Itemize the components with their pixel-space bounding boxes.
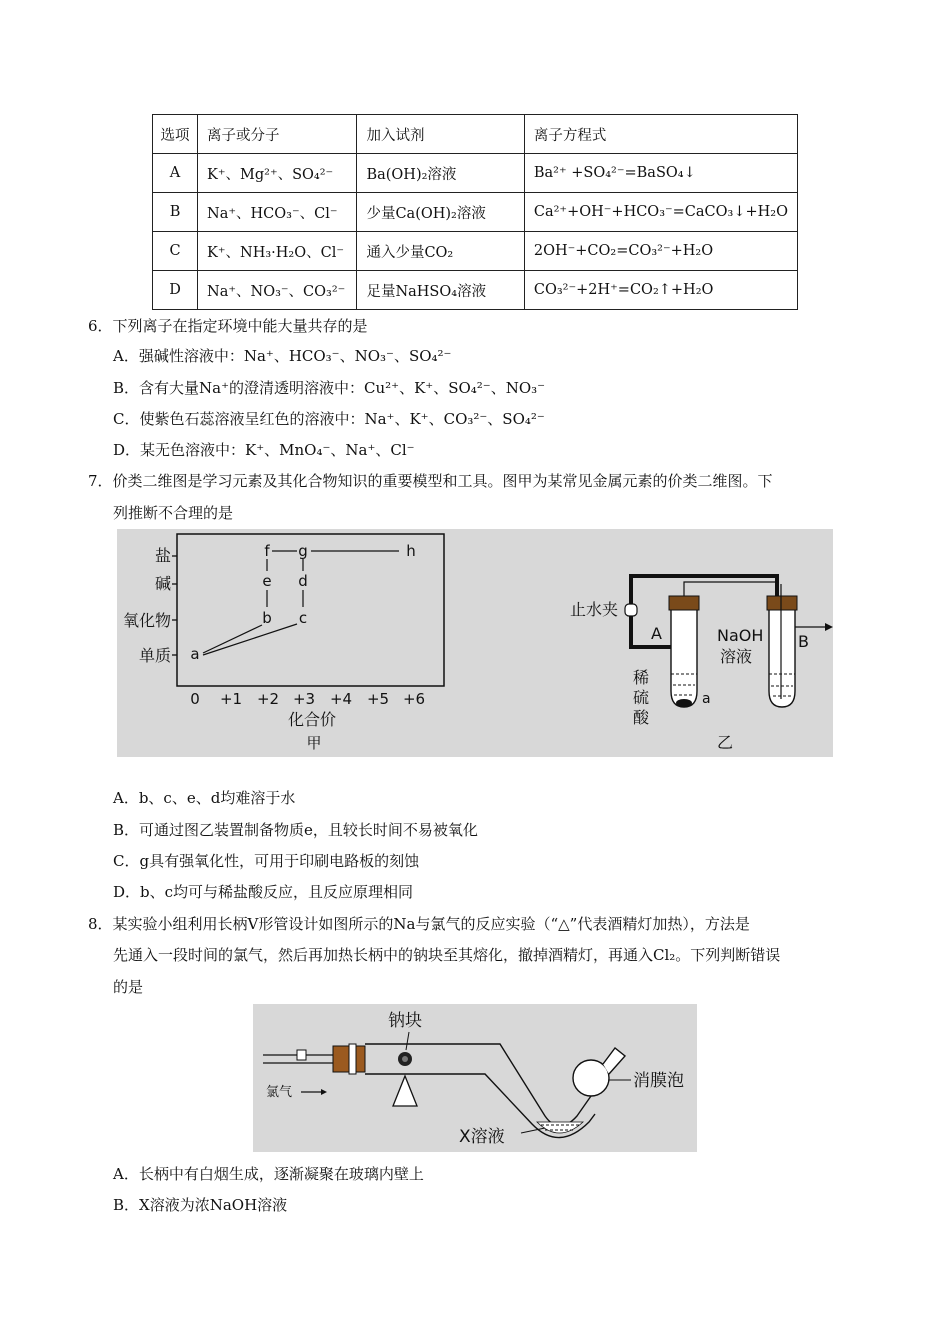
q6-option-b: B．含有大量Na⁺的澄清透明溶液中：Cu²⁺、K⁺、SO₄²⁻、NO₃⁻ (113, 379, 546, 397)
y-label-base: 碱 (154, 574, 171, 593)
test-tube-a (671, 609, 697, 707)
point-c: c (298, 609, 308, 627)
point-a: a (190, 645, 200, 663)
table-cell: 通入少量CO₂ (357, 232, 524, 271)
point-b: b (262, 609, 272, 627)
stopper-b (767, 596, 797, 610)
anti-suction-bulb (573, 1060, 609, 1096)
table-cell: B (153, 193, 198, 232)
q8-figure (253, 1004, 697, 1152)
bulb-label: 消膜泡 (633, 1071, 684, 1091)
test-tube-b (769, 609, 795, 707)
heating-triangle-icon (393, 1076, 417, 1106)
table-cell: K⁺、Mg²⁺、SO₄²⁻ (198, 154, 357, 193)
arrow-right-icon (825, 623, 833, 631)
acid-label-1: 稀 (633, 668, 650, 687)
x-tick: +1 (219, 690, 243, 708)
q7-option-b: B．可通过图乙装置制备物质e，且较长时间不易被氧化 (113, 821, 478, 839)
q7-figure (117, 529, 833, 757)
solution-label: X溶液 (459, 1127, 505, 1147)
sodium-label: 钠块 (388, 1011, 422, 1031)
table-cell: A (153, 154, 198, 193)
q8-option-a: A．长柄中有白烟生成，逐渐凝聚在玻璃内壁上 (113, 1165, 424, 1183)
table-cell: Na⁺、NO₃⁻、CO₃²⁻ (198, 271, 357, 310)
y-label-element: 单质 (138, 646, 171, 665)
x-tick: 0 (190, 690, 200, 708)
chart-connectors (203, 551, 399, 655)
table-cell: Na⁺、HCO₃⁻、Cl⁻ (198, 193, 357, 232)
table-row (153, 193, 798, 232)
table-row (153, 271, 798, 310)
q8-stem-line2: 先通入一段时间的氯气，然后再加热长柄中的钠块至其熔化，撤掉酒精灯，再通入Cl₂。下列判断错误 (113, 946, 781, 964)
point-h: h (406, 542, 416, 560)
stopper-ring (349, 1044, 356, 1074)
clamp-label: 止水夹 (570, 600, 619, 619)
naoh-label: NaOH (717, 626, 764, 645)
q7-option-d: D．b、c均可与稀盐酸反应，且反应原理相同 (113, 883, 414, 901)
q6-option-a: A．强碱性溶液中：Na⁺、HCO₃⁻、NO₃⁻、SO₄²⁻ (113, 347, 452, 365)
table-header-cell: 选项 (153, 115, 198, 154)
valve-icon (297, 1050, 306, 1060)
chart-frame (177, 534, 444, 686)
table-header-cell: 加入试剂 (357, 115, 524, 154)
x-axis-label: 化合价 (287, 710, 337, 729)
naoh-solution-label: 溶液 (720, 647, 753, 666)
point-d: d (298, 572, 308, 590)
q7-option-c: C．g具有强氧化性，可用于印刷电路板的刻蚀 (113, 852, 420, 870)
q6-option-c: C．使紫色石蕊溶液呈红色的溶液中：Na⁺、K⁺、CO₃²⁻、SO₄²⁻ (113, 410, 545, 428)
table-header-row (153, 115, 798, 154)
arrow-right-icon (321, 1089, 327, 1095)
table-cell: K⁺、NH₃·H₂O、Cl⁻ (198, 232, 357, 271)
figure-caption-jia: 甲 (306, 734, 322, 752)
y-label-oxide: 氧化物 (122, 611, 171, 630)
point-f: f (264, 542, 270, 560)
table-cell: Ba²⁺ +SO₄²⁻=BaSO₄↓ (524, 154, 797, 193)
q8-stem-line3: 的是 (113, 978, 144, 996)
metal-label: a (702, 691, 711, 707)
figure-caption-yi: 乙 (717, 733, 734, 752)
table-cell: 2OH⁻+CO₂=CO₃²⁻+H₂O (524, 232, 797, 271)
q8-option-b: B．X溶液为浓NaOH溶液 (113, 1196, 288, 1214)
table-cell: C (153, 232, 198, 271)
table-cell: Ca²⁺+OH⁻+HCO₃⁻=CaCO₃↓+H₂O (524, 193, 797, 232)
table-row (153, 154, 798, 193)
table-cell: 少量Ca(OH)₂溶液 (357, 193, 524, 232)
q8-stem-line1: 8．某实验小组利用长柄V形管设计如图所示的Na与氯气的反应实验（“△”代表酒精灯加热），方法是 (88, 915, 750, 933)
table-row (153, 232, 798, 271)
stopper-a (669, 596, 699, 610)
q7-figure-svg (117, 529, 833, 757)
q6-option-d: D．某无色溶液中：K⁺、MnO₄⁻、Na⁺、Cl⁻ (113, 441, 415, 459)
x-tick: +6 (402, 690, 426, 708)
x-tick: +4 (329, 690, 353, 708)
acid-label-2: 硫 (633, 688, 650, 707)
q7-stem-line2: 列推断不合理的是 (113, 504, 234, 522)
q7-stem-line1: 7．价类二维图是学习元素及其化合物知识的重要模型和工具。图甲为某常见金属元素的价类二维图。下 (88, 472, 773, 490)
table-header-cell: 离子方程式 (524, 115, 797, 154)
x-tick: +2 (256, 690, 280, 708)
table-cell: D (153, 271, 198, 310)
clamp-icon (625, 604, 637, 616)
q8-figure-svg (253, 1004, 697, 1152)
x-tick: +3 (292, 690, 316, 708)
point-g: g (298, 542, 308, 560)
x-tick: +5 (366, 690, 390, 708)
metal-piece (676, 699, 692, 707)
tube-a-label: A (651, 624, 662, 643)
y-label-salt: 盐 (154, 546, 171, 565)
table-cell: Ba(OH)₂溶液 (357, 154, 524, 193)
table-header-cell: 离子或分子 (198, 115, 357, 154)
ion-table (152, 114, 798, 310)
gas-label: 氯气 (266, 1085, 293, 1100)
tube-b-label: B (798, 632, 809, 651)
table-cell: 足量NaHSO₄溶液 (357, 271, 524, 310)
point-e: e (262, 572, 272, 590)
q6-stem: 6．下列离子在指定环境中能大量共存的是 (88, 317, 368, 335)
table-cell: CO₃²⁻+2H⁺=CO₂↑+H₂O (524, 271, 797, 310)
acid-label-3: 酸 (633, 708, 650, 727)
q7-option-a: A．b、c、e、d均难溶于水 (113, 789, 296, 807)
